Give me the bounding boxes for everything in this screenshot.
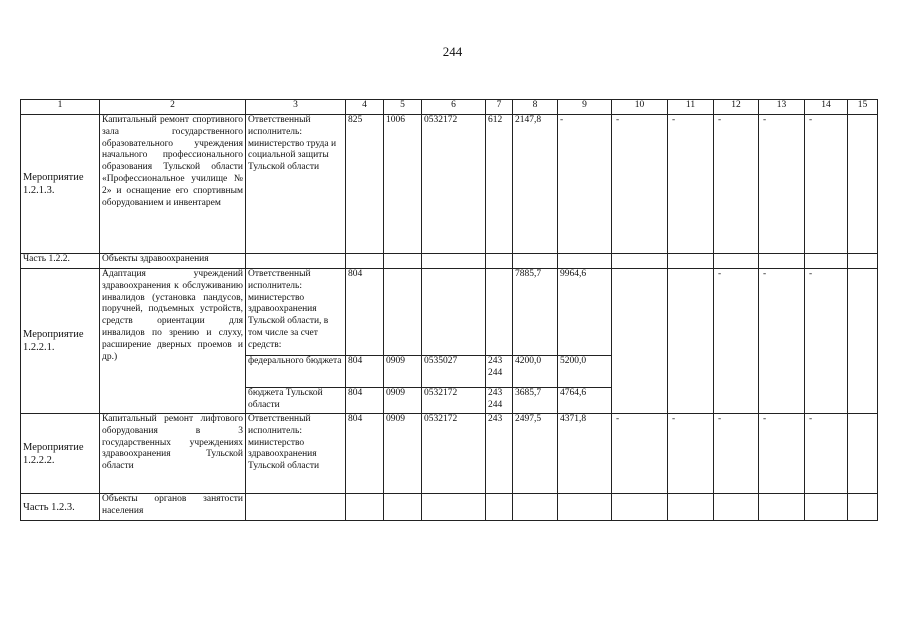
cell-section-code: 0909 (384, 388, 422, 414)
cell-amount: - (759, 269, 805, 414)
cell-section-code: 0909 (384, 356, 422, 388)
cell-amount: 4764,6 (558, 388, 612, 414)
cell-section-code: 0909 (384, 414, 422, 494)
header-row (21, 100, 878, 115)
col-header: 5 (384, 100, 422, 115)
executor: Ответственный исполнитель: министерство здравоохранения Тульской области (246, 414, 346, 494)
funding-source: федерального бюджета (246, 356, 346, 388)
col-header: 11 (668, 100, 714, 115)
col-header: 13 (759, 100, 805, 115)
event-label: Мероприятие 1.2.2.2. (21, 414, 100, 494)
cell-target-code: 0532172 (422, 414, 486, 494)
funding-source: бюджета Тульской области (246, 388, 346, 414)
cell-ministry-code: 804 (346, 269, 384, 356)
cell-amount (848, 414, 878, 494)
table-row (21, 494, 878, 521)
col-header: 2 (100, 100, 246, 115)
cell-amount: 3685,7 (513, 388, 558, 414)
table-row (21, 254, 878, 269)
event-label: Мероприятие 1.2.2.1. (21, 269, 100, 414)
cell-amount: - (759, 414, 805, 494)
cell-ministry-code: 804 (346, 356, 384, 388)
table-row (21, 269, 878, 356)
cell-amount: - (805, 269, 848, 414)
cell-amount: - (558, 115, 612, 254)
cell-target-code: 0535027 (422, 356, 486, 388)
cell-expense-type: 243 (486, 414, 513, 494)
cell-expense-type: 243 244 (486, 388, 513, 414)
cell-amount: - (714, 269, 759, 414)
cell-amount: 5200,0 (558, 356, 612, 388)
col-header: 3 (246, 100, 346, 115)
part-label: Часть 1.2.2. (21, 254, 100, 269)
table-row (21, 414, 878, 494)
col-header: 12 (714, 100, 759, 115)
cell-section-code: 1006 (384, 115, 422, 254)
page-number: 244 (442, 44, 463, 59)
cell-amount (848, 115, 878, 254)
cell-amount: - (714, 414, 759, 494)
part-title: Объекты здравоохранения (100, 254, 246, 269)
event-description: Капитальный ремонт лифтового оборудования в 3 государственных учреждениях здравоохранения Тульской области (100, 414, 246, 494)
cell-ministry-code: 825 (346, 115, 384, 254)
cell-amount: - (668, 115, 714, 254)
cell-target-code: 0532172 (422, 388, 486, 414)
cell-amount: 4200,0 (513, 356, 558, 388)
col-header: 9 (558, 100, 612, 115)
col-header: 14 (805, 100, 848, 115)
cell-amount: 4371,8 (558, 414, 612, 494)
cell-amount: - (805, 115, 848, 254)
cell-ministry-code: 804 (346, 414, 384, 494)
cell-expense-type: 612 (486, 115, 513, 254)
col-header: 8 (513, 100, 558, 115)
col-header: 10 (612, 100, 668, 115)
cell-ministry-code: 804 (346, 388, 384, 414)
table-row (21, 115, 878, 254)
part-title: Объекты органов занятости населения (100, 494, 246, 521)
part-label: Часть 1.2.3. (21, 494, 100, 521)
col-header: 4 (346, 100, 384, 115)
cell-amount: - (612, 115, 668, 254)
col-header: 1 (21, 100, 100, 115)
col-header: 7 (486, 100, 513, 115)
col-header: 6 (422, 100, 486, 115)
cell-amount: 9964,6 (558, 269, 612, 356)
cell-amount: - (805, 414, 848, 494)
cell-amount: - (759, 115, 805, 254)
cell-amount: - (612, 414, 668, 494)
executor: Ответственный исполнитель: министерство здравоохранения Тульской области, в том числе за счет средств: (246, 269, 346, 356)
event-description: Капитальный ремонт спортивного зала государственного образовательного учреждения начального профессионального образования Тульской области «Профессиональное училище № 2» и оснащение его спортивным оборудованием и инвентарем (100, 115, 246, 254)
cell-amount: 2147,8 (513, 115, 558, 254)
cell-amount: - (714, 115, 759, 254)
executor: Ответственный исполнитель: министерство труда и социальной защиты Тульской области (246, 115, 346, 254)
cell-amount: 2497,5 (513, 414, 558, 494)
cell-amount: 7885,7 (513, 269, 558, 356)
program-table (20, 99, 878, 521)
cell-amount: - (668, 414, 714, 494)
event-description: Адаптация учреждений здравоохранения к обслуживанию инвалидов (установка пандусов, поручней, подъемных устройств, средств ориентации для инвалидов по зрению и слуху, расширение дверных проемов и др.) (100, 269, 246, 414)
cell-target-code: 0532172 (422, 115, 486, 254)
col-header: 15 (848, 100, 878, 115)
cell-expense-type: 243 244 (486, 356, 513, 388)
event-label: Мероприятие 1.2.1.3. (21, 115, 100, 254)
